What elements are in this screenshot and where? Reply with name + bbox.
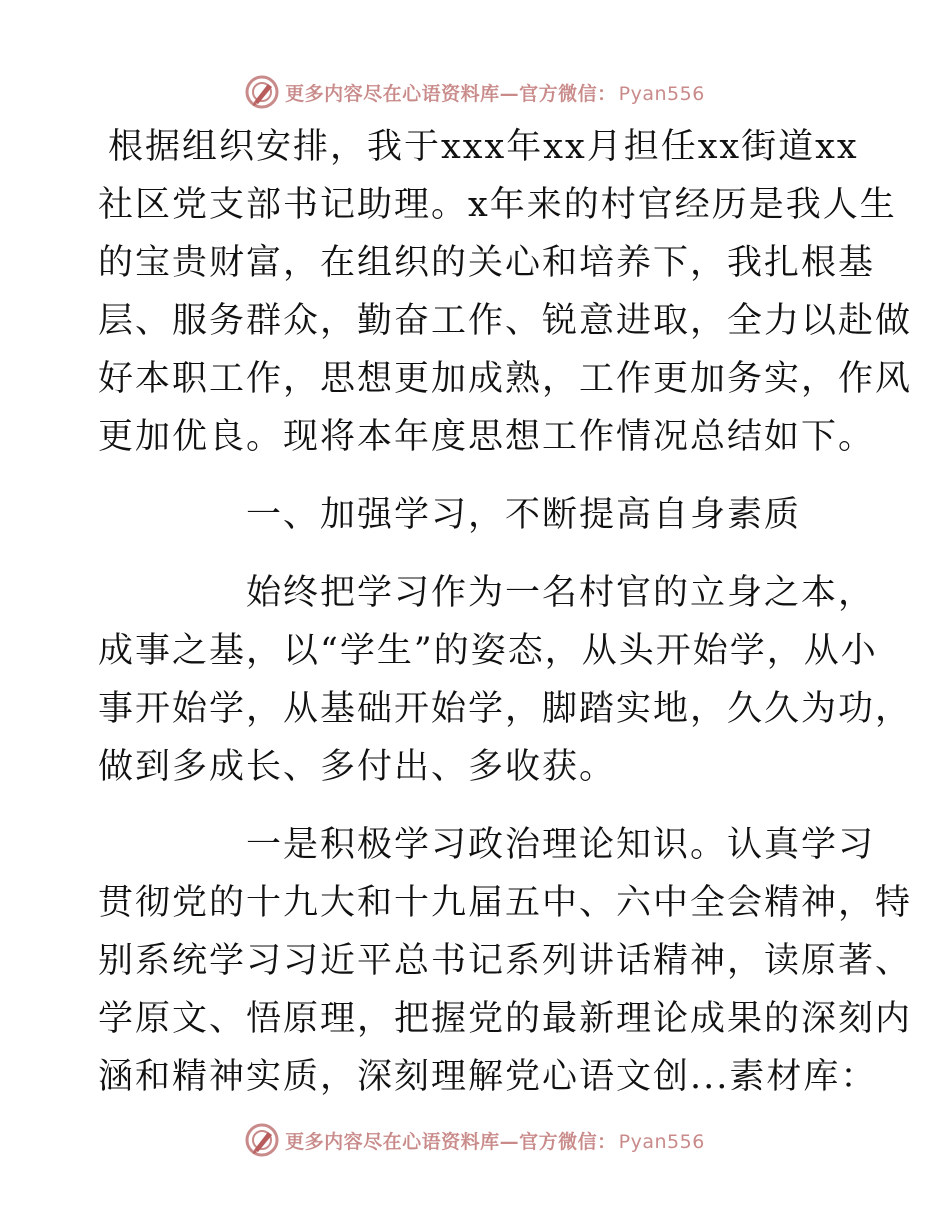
para2-line-1: 始终把学习作为一名村官的立身之本，	[246, 573, 876, 613]
intro-line-6: 更加优良。现将本年度思想工作情况总结如下。	[98, 417, 876, 457]
wechat-id: Pyan556	[618, 82, 705, 105]
para3-line-2: 贯彻党的十九大和十九届五中、六中全会精神，特	[98, 883, 913, 923]
header-watermark	[0, 72, 950, 112]
para2-line-4: 做到多成长、多付出、多收获。	[98, 747, 617, 787]
pen-logo-icon	[245, 75, 279, 109]
intro-line-3: 的宝贵财富，在组织的关心和培养下，我扎根基	[98, 243, 876, 283]
para2-line-3: 事开始学，从基础开始学，脚踏实地，久久为功，	[98, 689, 913, 729]
para3-line-1: 一是积极学习政治理论知识。认真学习	[246, 825, 876, 865]
para3-line-4: 学原文、悟原理，把握党的最新理论成果的深刻内	[98, 999, 913, 1039]
wechat-id: Pyan556	[618, 1130, 705, 1153]
watermark-text: 更多内容尽在心语资料库—官方微信： Pyan556	[285, 1130, 705, 1153]
footer-watermark	[0, 1120, 950, 1160]
section-heading: 一、加强学习，不断提高自身素质	[246, 495, 802, 535]
para3-line-5: 涵和精神实质，深刻理解党心语文创...素材库：	[98, 1057, 878, 1097]
para2-line-2: 成事之基，以“学生”的姿态，从头开始学，从小	[98, 631, 878, 671]
pen-logo-icon	[245, 1123, 279, 1157]
intro-line-4: 层、服务群众，勤奋工作、锐意进取，全力以赴做	[98, 301, 913, 341]
intro-line-5: 好本职工作，思想更加成熟，工作更加务实，作风	[98, 359, 913, 399]
watermark-text: 更多内容尽在心语资料库—官方微信： Pyan556	[285, 82, 705, 105]
para3-line-3: 别系统学习习近平总书记系列讲话精神，读原著、	[98, 941, 913, 981]
intro-line-2: 社区党支部书记助理。x年来的村官经历是我人生	[98, 185, 897, 225]
document-body	[98, 118, 913, 1106]
intro-line-1: 根据组织安排，我于xxx年xx月担任xx街道xx	[108, 127, 859, 167]
